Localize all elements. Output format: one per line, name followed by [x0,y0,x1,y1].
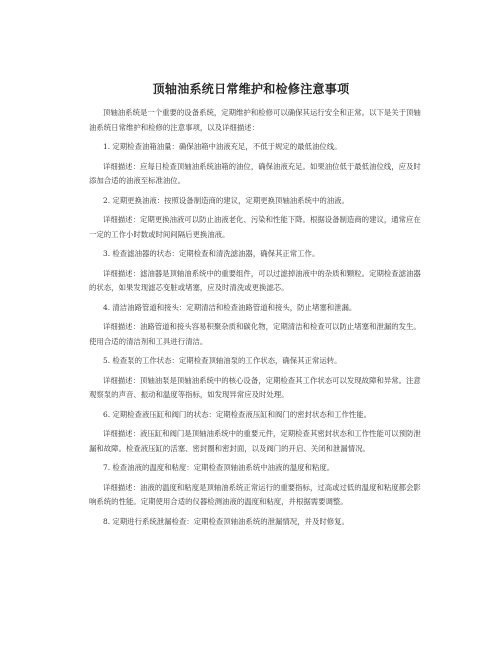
intro-paragraph: 顶轴油系统是一个重要的设备系统，定期维护和检修可以确保其运行安全和正常。以下是关于顶轴油系统日常维护和检修的注意事项，以及详细描述： [89,108,421,132]
item-2-heading: 2. 定期更换油液：按照设备制造商的建议，定期更换顶轴油系统中的油液。 [103,195,349,205]
item-2-detail: 详细描述：定期更换油液可以防止油液老化、污染和性能下降。根据设备制造商的建议，通常应在一定的工作小时数或时间间隔后更换油液。 [89,215,421,239]
document-body [89,106,427,534]
document-title: 顶轴油系统日常维护和检修注意事项 [152,82,350,96]
item-5-heading: 5. 检查泵的工作状态：定期检查顶轴油泵的工作状态，确保其正常运转。 [103,356,342,365]
item-8-heading: 8. 定期进行系统泄漏检查：定期检查顶轴油系统的泄漏情况，并及时修复。 [103,516,349,526]
item-3-heading: 3. 检查滤油器的状态：定期检查和清洗滤油器，确保其正常工作。 [103,249,320,258]
item-6-detail: 详细描述：液压缸和阀门是顶轴油系统中的重要元件，定期检查其密封状态和工作性能可以预防泄漏和故障。检查液压缸的活塞、密封圈和密封面，以及阀门的开启、关闭和泄漏情况。 [89,429,421,453]
item-1-detail: 详细描述：应每日检查顶轴油系统油箱的油位，确保油液充足。如果油位低于最低油位线，应及时添加合适的油液至标准油位。 [89,161,421,185]
item-5-detail: 详细描述：顶轴油泵是顶轴油系统中的核心设备，定期检查其工作状态可以发现故障和异常。注意观察泵的声音、振动和温度等指标，如发现异常应及时处理。 [89,375,421,399]
item-4-heading: 4. 清洁油路管道和接头：定期清洁和检查油路管道和接头，防止堵塞和泄漏。 [103,302,357,312]
item-1-heading: 1. 定期检查油箱油量：确保油箱中油液充足，不低于规定的最低油位线。 [103,142,342,151]
item-7-detail: 详细描述：油液的温度和粘度是顶轴油系统正常运行的重要指标，过高或过低的温度和粘度都会影响系统的性能。定期使用合适的仪器检测油液的温度和粘度，并根据需要调整。 [89,482,421,506]
item-7-heading: 7. 检查油液的温度和粘度：定期检查顶轴油系统中油液的温度和粘度。 [103,463,335,472]
item-3-detail: 详细描述：滤油器是顶轴油系统中的重要组件，可以过滤掉油液中的杂质和颗粒。定期检查滤油器的状态，如果发现滤芯变脏或堵塞，应及时清洗或更换滤芯。 [89,268,421,292]
item-6-heading: 6. 定期检查液压缸和阀门的状态：定期检查液压缸和阀门的密封状态和工作性能。 [103,409,372,419]
item-4-detail: 详细描述：油路管道和接头容易积聚杂质和碳化物，定期清洁和检查可以防止堵塞和泄漏的发生。使用合适的清洁剂和工具进行清洁。 [89,322,421,346]
